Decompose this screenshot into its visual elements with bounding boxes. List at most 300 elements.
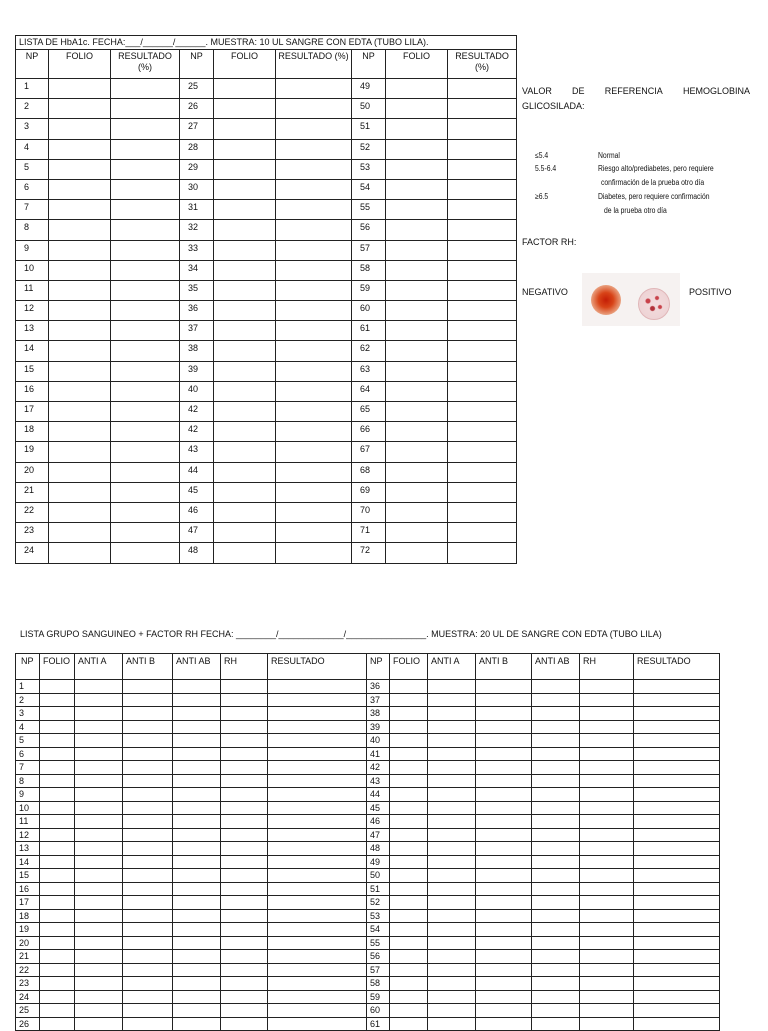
bloodgroup-entry-cell[interactable]: [580, 774, 634, 788]
hba1c-result-cell[interactable]: [448, 543, 517, 563]
bloodgroup-entry-cell[interactable]: [532, 801, 580, 815]
hba1c-folio-cell[interactable]: [49, 260, 111, 280]
bloodgroup-entry-cell[interactable]: [428, 788, 476, 802]
bloodgroup-entry-cell[interactable]: [580, 734, 634, 748]
bloodgroup-entry-cell[interactable]: [428, 801, 476, 815]
bloodgroup-entry-cell[interactable]: [75, 774, 123, 788]
bloodgroup-entry-cell[interactable]: [123, 896, 173, 910]
hba1c-folio-cell[interactable]: [386, 139, 448, 159]
hba1c-result-cell[interactable]: [448, 220, 517, 240]
bloodgroup-entry-cell[interactable]: [221, 680, 268, 694]
bloodgroup-entry-cell[interactable]: [532, 693, 580, 707]
bloodgroup-entry-cell[interactable]: [428, 936, 476, 950]
hba1c-folio-cell[interactable]: [386, 543, 448, 563]
hba1c-folio-cell[interactable]: [214, 240, 276, 260]
bloodgroup-entry-cell[interactable]: [40, 747, 75, 761]
bloodgroup-entry-cell[interactable]: [40, 1004, 75, 1018]
bloodgroup-entry-cell[interactable]: [221, 788, 268, 802]
bloodgroup-entry-cell[interactable]: [390, 761, 428, 775]
bloodgroup-entry-cell[interactable]: [123, 747, 173, 761]
bloodgroup-entry-cell[interactable]: [390, 909, 428, 923]
bloodgroup-entry-cell[interactable]: [221, 896, 268, 910]
hba1c-folio-cell[interactable]: [214, 99, 276, 119]
hba1c-folio-cell[interactable]: [214, 341, 276, 361]
hba1c-folio-cell[interactable]: [214, 79, 276, 99]
bloodgroup-entry-cell[interactable]: [173, 761, 221, 775]
bloodgroup-entry-cell[interactable]: [40, 990, 75, 1004]
hba1c-folio-cell[interactable]: [386, 321, 448, 341]
bloodgroup-entry-cell[interactable]: [123, 842, 173, 856]
bloodgroup-entry-cell[interactable]: [40, 707, 75, 721]
bloodgroup-entry-cell[interactable]: [123, 950, 173, 964]
bloodgroup-entry-cell[interactable]: [268, 882, 367, 896]
bloodgroup-entry-cell[interactable]: [173, 693, 221, 707]
bloodgroup-entry-cell[interactable]: [532, 855, 580, 869]
hba1c-folio-cell[interactable]: [214, 179, 276, 199]
bloodgroup-entry-cell[interactable]: [75, 882, 123, 896]
bloodgroup-entry-cell[interactable]: [428, 963, 476, 977]
hba1c-result-cell[interactable]: [448, 361, 517, 381]
bloodgroup-entry-cell[interactable]: [173, 842, 221, 856]
bloodgroup-entry-cell[interactable]: [390, 815, 428, 829]
bloodgroup-entry-cell[interactable]: [221, 923, 268, 937]
hba1c-folio-cell[interactable]: [49, 543, 111, 563]
hba1c-folio-cell[interactable]: [49, 442, 111, 462]
bloodgroup-entry-cell[interactable]: [428, 896, 476, 910]
hba1c-result-cell[interactable]: [276, 79, 352, 99]
hba1c-result-cell[interactable]: [276, 99, 352, 119]
bloodgroup-entry-cell[interactable]: [580, 720, 634, 734]
bloodgroup-entry-cell[interactable]: [390, 882, 428, 896]
bloodgroup-entry-cell[interactable]: [428, 747, 476, 761]
bloodgroup-entry-cell[interactable]: [532, 761, 580, 775]
hba1c-result-cell[interactable]: [111, 523, 180, 543]
bloodgroup-entry-cell[interactable]: [123, 869, 173, 883]
bloodgroup-entry-cell[interactable]: [476, 761, 532, 775]
bloodgroup-entry-cell[interactable]: [268, 896, 367, 910]
bloodgroup-entry-cell[interactable]: [428, 909, 476, 923]
bloodgroup-entry-cell[interactable]: [390, 923, 428, 937]
bloodgroup-entry-cell[interactable]: [634, 990, 720, 1004]
bloodgroup-entry-cell[interactable]: [390, 977, 428, 991]
bloodgroup-entry-cell[interactable]: [428, 977, 476, 991]
hba1c-result-cell[interactable]: [448, 462, 517, 482]
hba1c-result-cell[interactable]: [111, 442, 180, 462]
hba1c-folio-cell[interactable]: [49, 139, 111, 159]
bloodgroup-entry-cell[interactable]: [634, 734, 720, 748]
bloodgroup-entry-cell[interactable]: [580, 909, 634, 923]
hba1c-folio-cell[interactable]: [386, 523, 448, 543]
hba1c-folio-cell[interactable]: [49, 301, 111, 321]
bloodgroup-entry-cell[interactable]: [580, 747, 634, 761]
hba1c-folio-cell[interactable]: [386, 422, 448, 442]
hba1c-folio-cell[interactable]: [214, 502, 276, 522]
bloodgroup-entry-cell[interactable]: [40, 734, 75, 748]
bloodgroup-entry-cell[interactable]: [476, 855, 532, 869]
bloodgroup-entry-cell[interactable]: [75, 720, 123, 734]
bloodgroup-entry-cell[interactable]: [268, 963, 367, 977]
bloodgroup-entry-cell[interactable]: [173, 909, 221, 923]
bloodgroup-entry-cell[interactable]: [580, 950, 634, 964]
bloodgroup-entry-cell[interactable]: [580, 707, 634, 721]
bloodgroup-entry-cell[interactable]: [221, 707, 268, 721]
bloodgroup-entry-cell[interactable]: [634, 882, 720, 896]
bloodgroup-entry-cell[interactable]: [532, 963, 580, 977]
hba1c-folio-cell[interactable]: [214, 220, 276, 240]
hba1c-folio-cell[interactable]: [214, 402, 276, 422]
bloodgroup-entry-cell[interactable]: [221, 855, 268, 869]
bloodgroup-entry-cell[interactable]: [476, 680, 532, 694]
bloodgroup-entry-cell[interactable]: [634, 828, 720, 842]
hba1c-folio-cell[interactable]: [386, 280, 448, 300]
bloodgroup-entry-cell[interactable]: [123, 788, 173, 802]
bloodgroup-entry-cell[interactable]: [476, 788, 532, 802]
hba1c-folio-cell[interactable]: [49, 220, 111, 240]
bloodgroup-entry-cell[interactable]: [268, 842, 367, 856]
bloodgroup-entry-cell[interactable]: [268, 977, 367, 991]
hba1c-folio-cell[interactable]: [49, 159, 111, 179]
bloodgroup-entry-cell[interactable]: [390, 720, 428, 734]
bloodgroup-entry-cell[interactable]: [221, 815, 268, 829]
bloodgroup-entry-cell[interactable]: [268, 815, 367, 829]
bloodgroup-entry-cell[interactable]: [580, 801, 634, 815]
bloodgroup-entry-cell[interactable]: [428, 828, 476, 842]
bloodgroup-entry-cell[interactable]: [75, 801, 123, 815]
hba1c-folio-cell[interactable]: [49, 482, 111, 502]
hba1c-folio-cell[interactable]: [49, 422, 111, 442]
hba1c-folio-cell[interactable]: [214, 321, 276, 341]
bloodgroup-entry-cell[interactable]: [75, 909, 123, 923]
bloodgroup-entry-cell[interactable]: [428, 720, 476, 734]
hba1c-folio-cell[interactable]: [386, 99, 448, 119]
bloodgroup-entry-cell[interactable]: [634, 963, 720, 977]
bloodgroup-entry-cell[interactable]: [476, 828, 532, 842]
hba1c-result-cell[interactable]: [276, 341, 352, 361]
bloodgroup-entry-cell[interactable]: [75, 1004, 123, 1018]
hba1c-folio-cell[interactable]: [386, 79, 448, 99]
bloodgroup-entry-cell[interactable]: [40, 801, 75, 815]
bloodgroup-entry-cell[interactable]: [428, 950, 476, 964]
bloodgroup-entry-cell[interactable]: [75, 923, 123, 937]
hba1c-result-cell[interactable]: [111, 422, 180, 442]
bloodgroup-entry-cell[interactable]: [476, 801, 532, 815]
hba1c-result-cell[interactable]: [276, 523, 352, 543]
bloodgroup-entry-cell[interactable]: [173, 936, 221, 950]
bloodgroup-entry-cell[interactable]: [268, 801, 367, 815]
bloodgroup-entry-cell[interactable]: [476, 909, 532, 923]
bloodgroup-entry-cell[interactable]: [580, 828, 634, 842]
bloodgroup-entry-cell[interactable]: [390, 680, 428, 694]
bloodgroup-entry-cell[interactable]: [268, 1004, 367, 1018]
bloodgroup-entry-cell[interactable]: [221, 828, 268, 842]
bloodgroup-entry-cell[interactable]: [40, 693, 75, 707]
bloodgroup-entry-cell[interactable]: [390, 788, 428, 802]
bloodgroup-entry-cell[interactable]: [428, 869, 476, 883]
hba1c-folio-cell[interactable]: [49, 402, 111, 422]
hba1c-folio-cell[interactable]: [49, 99, 111, 119]
bloodgroup-entry-cell[interactable]: [221, 869, 268, 883]
bloodgroup-entry-cell[interactable]: [580, 936, 634, 950]
bloodgroup-entry-cell[interactable]: [221, 842, 268, 856]
bloodgroup-entry-cell[interactable]: [75, 707, 123, 721]
bloodgroup-entry-cell[interactable]: [123, 815, 173, 829]
hba1c-folio-cell[interactable]: [49, 179, 111, 199]
bloodgroup-entry-cell[interactable]: [173, 950, 221, 964]
bloodgroup-entry-cell[interactable]: [123, 855, 173, 869]
hba1c-result-cell[interactable]: [448, 260, 517, 280]
hba1c-folio-cell[interactable]: [386, 381, 448, 401]
bloodgroup-entry-cell[interactable]: [634, 1004, 720, 1018]
bloodgroup-entry-cell[interactable]: [476, 990, 532, 1004]
bloodgroup-entry-cell[interactable]: [221, 1004, 268, 1018]
hba1c-folio-cell[interactable]: [49, 502, 111, 522]
hba1c-result-cell[interactable]: [111, 462, 180, 482]
bloodgroup-entry-cell[interactable]: [532, 707, 580, 721]
bloodgroup-entry-cell[interactable]: [75, 815, 123, 829]
bloodgroup-entry-cell[interactable]: [428, 882, 476, 896]
hba1c-folio-cell[interactable]: [214, 159, 276, 179]
bloodgroup-entry-cell[interactable]: [634, 977, 720, 991]
hba1c-folio-cell[interactable]: [386, 159, 448, 179]
bloodgroup-entry-cell[interactable]: [75, 990, 123, 1004]
bloodgroup-entry-cell[interactable]: [390, 801, 428, 815]
bloodgroup-entry-cell[interactable]: [634, 869, 720, 883]
bloodgroup-entry-cell[interactable]: [123, 707, 173, 721]
hba1c-folio-cell[interactable]: [386, 482, 448, 502]
bloodgroup-entry-cell[interactable]: [476, 707, 532, 721]
bloodgroup-entry-cell[interactable]: [268, 747, 367, 761]
bloodgroup-entry-cell[interactable]: [634, 842, 720, 856]
bloodgroup-entry-cell[interactable]: [532, 990, 580, 1004]
bloodgroup-entry-cell[interactable]: [75, 828, 123, 842]
hba1c-result-cell[interactable]: [276, 179, 352, 199]
hba1c-folio-cell[interactable]: [49, 119, 111, 139]
hba1c-folio-cell[interactable]: [386, 119, 448, 139]
bloodgroup-entry-cell[interactable]: [40, 923, 75, 937]
bloodgroup-entry-cell[interactable]: [173, 680, 221, 694]
hba1c-result-cell[interactable]: [448, 119, 517, 139]
hba1c-result-cell[interactable]: [111, 79, 180, 99]
bloodgroup-entry-cell[interactable]: [634, 936, 720, 950]
hba1c-result-cell[interactable]: [276, 159, 352, 179]
bloodgroup-entry-cell[interactable]: [476, 1004, 532, 1018]
hba1c-folio-cell[interactable]: [386, 260, 448, 280]
bloodgroup-entry-cell[interactable]: [428, 774, 476, 788]
hba1c-result-cell[interactable]: [448, 179, 517, 199]
hba1c-result-cell[interactable]: [276, 280, 352, 300]
hba1c-result-cell[interactable]: [448, 139, 517, 159]
hba1c-folio-cell[interactable]: [386, 462, 448, 482]
bloodgroup-entry-cell[interactable]: [173, 828, 221, 842]
hba1c-folio-cell[interactable]: [214, 442, 276, 462]
hba1c-folio-cell[interactable]: [49, 381, 111, 401]
bloodgroup-entry-cell[interactable]: [173, 747, 221, 761]
bloodgroup-entry-cell[interactable]: [75, 963, 123, 977]
bloodgroup-entry-cell[interactable]: [428, 842, 476, 856]
bloodgroup-entry-cell[interactable]: [476, 977, 532, 991]
hba1c-result-cell[interactable]: [276, 200, 352, 220]
bloodgroup-entry-cell[interactable]: [268, 693, 367, 707]
bloodgroup-entry-cell[interactable]: [390, 869, 428, 883]
bloodgroup-entry-cell[interactable]: [476, 815, 532, 829]
bloodgroup-entry-cell[interactable]: [40, 909, 75, 923]
hba1c-folio-cell[interactable]: [49, 321, 111, 341]
bloodgroup-entry-cell[interactable]: [532, 882, 580, 896]
hba1c-folio-cell[interactable]: [214, 462, 276, 482]
bloodgroup-entry-cell[interactable]: [476, 896, 532, 910]
bloodgroup-entry-cell[interactable]: [634, 774, 720, 788]
hba1c-folio-cell[interactable]: [386, 341, 448, 361]
hba1c-result-cell[interactable]: [448, 402, 517, 422]
bloodgroup-entry-cell[interactable]: [580, 1004, 634, 1018]
hba1c-folio-cell[interactable]: [49, 341, 111, 361]
bloodgroup-entry-cell[interactable]: [40, 842, 75, 856]
bloodgroup-entry-cell[interactable]: [580, 882, 634, 896]
bloodgroup-entry-cell[interactable]: [268, 774, 367, 788]
bloodgroup-entry-cell[interactable]: [40, 896, 75, 910]
bloodgroup-entry-cell[interactable]: [532, 950, 580, 964]
bloodgroup-entry-cell[interactable]: [634, 693, 720, 707]
bloodgroup-entry-cell[interactable]: [221, 801, 268, 815]
bloodgroup-entry-cell[interactable]: [532, 828, 580, 842]
hba1c-result-cell[interactable]: [276, 442, 352, 462]
bloodgroup-entry-cell[interactable]: [173, 963, 221, 977]
hba1c-folio-cell[interactable]: [214, 139, 276, 159]
bloodgroup-entry-cell[interactable]: [428, 707, 476, 721]
bloodgroup-entry-cell[interactable]: [634, 950, 720, 964]
bloodgroup-entry-cell[interactable]: [123, 734, 173, 748]
bloodgroup-entry-cell[interactable]: [40, 680, 75, 694]
bloodgroup-entry-cell[interactable]: [580, 977, 634, 991]
hba1c-folio-cell[interactable]: [386, 442, 448, 462]
hba1c-result-cell[interactable]: [448, 482, 517, 502]
bloodgroup-entry-cell[interactable]: [40, 855, 75, 869]
hba1c-result-cell[interactable]: [111, 280, 180, 300]
hba1c-result-cell[interactable]: [111, 260, 180, 280]
hba1c-result-cell[interactable]: [276, 462, 352, 482]
hba1c-result-cell[interactable]: [448, 200, 517, 220]
bloodgroup-entry-cell[interactable]: [123, 977, 173, 991]
bloodgroup-entry-cell[interactable]: [221, 734, 268, 748]
bloodgroup-entry-cell[interactable]: [40, 869, 75, 883]
hba1c-folio-cell[interactable]: [214, 381, 276, 401]
bloodgroup-entry-cell[interactable]: [580, 788, 634, 802]
hba1c-result-cell[interactable]: [448, 502, 517, 522]
bloodgroup-entry-cell[interactable]: [268, 869, 367, 883]
hba1c-folio-cell[interactable]: [49, 462, 111, 482]
hba1c-result-cell[interactable]: [448, 99, 517, 119]
bloodgroup-entry-cell[interactable]: [221, 950, 268, 964]
hba1c-result-cell[interactable]: [448, 321, 517, 341]
hba1c-folio-cell[interactable]: [49, 280, 111, 300]
bloodgroup-entry-cell[interactable]: [476, 869, 532, 883]
bloodgroup-entry-cell[interactable]: [123, 936, 173, 950]
hba1c-result-cell[interactable]: [448, 381, 517, 401]
hba1c-result-cell[interactable]: [276, 220, 352, 240]
bloodgroup-entry-cell[interactable]: [634, 855, 720, 869]
bloodgroup-entry-cell[interactable]: [476, 963, 532, 977]
hba1c-result-cell[interactable]: [276, 361, 352, 381]
bloodgroup-entry-cell[interactable]: [428, 693, 476, 707]
bloodgroup-entry-cell[interactable]: [221, 936, 268, 950]
hba1c-folio-cell[interactable]: [214, 482, 276, 502]
bloodgroup-entry-cell[interactable]: [40, 761, 75, 775]
bloodgroup-entry-cell[interactable]: [221, 990, 268, 1004]
bloodgroup-entry-cell[interactable]: [634, 815, 720, 829]
hba1c-folio-cell[interactable]: [49, 79, 111, 99]
bloodgroup-entry-cell[interactable]: [268, 788, 367, 802]
bloodgroup-entry-cell[interactable]: [173, 707, 221, 721]
hba1c-result-cell[interactable]: [448, 523, 517, 543]
bloodgroup-entry-cell[interactable]: [173, 990, 221, 1004]
hba1c-result-cell[interactable]: [448, 341, 517, 361]
bloodgroup-entry-cell[interactable]: [580, 842, 634, 856]
bloodgroup-entry-cell[interactable]: [268, 950, 367, 964]
bloodgroup-entry-cell[interactable]: [634, 720, 720, 734]
bloodgroup-entry-cell[interactable]: [40, 963, 75, 977]
hba1c-folio-cell[interactable]: [49, 361, 111, 381]
bloodgroup-entry-cell[interactable]: [221, 909, 268, 923]
bloodgroup-entry-cell[interactable]: [268, 734, 367, 748]
bloodgroup-entry-cell[interactable]: [268, 680, 367, 694]
bloodgroup-entry-cell[interactable]: [75, 693, 123, 707]
bloodgroup-entry-cell[interactable]: [634, 680, 720, 694]
bloodgroup-entry-cell[interactable]: [221, 693, 268, 707]
hba1c-folio-cell[interactable]: [214, 260, 276, 280]
hba1c-folio-cell[interactable]: [49, 240, 111, 260]
hba1c-folio-cell[interactable]: [49, 200, 111, 220]
hba1c-result-cell[interactable]: [448, 422, 517, 442]
hba1c-result-cell[interactable]: [111, 119, 180, 139]
bloodgroup-entry-cell[interactable]: [268, 707, 367, 721]
hba1c-folio-cell[interactable]: [386, 200, 448, 220]
bloodgroup-entry-cell[interactable]: [476, 734, 532, 748]
bloodgroup-entry-cell[interactable]: [532, 774, 580, 788]
hba1c-result-cell[interactable]: [276, 240, 352, 260]
hba1c-result-cell[interactable]: [111, 502, 180, 522]
hba1c-result-cell[interactable]: [111, 220, 180, 240]
hba1c-folio-cell[interactable]: [49, 523, 111, 543]
bloodgroup-entry-cell[interactable]: [580, 693, 634, 707]
bloodgroup-entry-cell[interactable]: [75, 747, 123, 761]
bloodgroup-entry-cell[interactable]: [476, 747, 532, 761]
bloodgroup-entry-cell[interactable]: [390, 855, 428, 869]
bloodgroup-entry-cell[interactable]: [40, 788, 75, 802]
bloodgroup-entry-cell[interactable]: [532, 788, 580, 802]
hba1c-folio-cell[interactable]: [214, 119, 276, 139]
bloodgroup-entry-cell[interactable]: [173, 923, 221, 937]
hba1c-folio-cell[interactable]: [214, 200, 276, 220]
bloodgroup-entry-cell[interactable]: [532, 720, 580, 734]
bloodgroup-entry-cell[interactable]: [390, 774, 428, 788]
bloodgroup-entry-cell[interactable]: [123, 720, 173, 734]
bloodgroup-entry-cell[interactable]: [123, 680, 173, 694]
bloodgroup-entry-cell[interactable]: [75, 977, 123, 991]
bloodgroup-entry-cell[interactable]: [173, 1004, 221, 1018]
bloodgroup-entry-cell[interactable]: [634, 801, 720, 815]
bloodgroup-entry-cell[interactable]: [75, 734, 123, 748]
bloodgroup-entry-cell[interactable]: [428, 734, 476, 748]
bloodgroup-entry-cell[interactable]: [428, 923, 476, 937]
hba1c-result-cell[interactable]: [111, 543, 180, 563]
bloodgroup-entry-cell[interactable]: [580, 923, 634, 937]
bloodgroup-entry-cell[interactable]: [268, 720, 367, 734]
hba1c-result-cell[interactable]: [276, 119, 352, 139]
bloodgroup-entry-cell[interactable]: [390, 896, 428, 910]
bloodgroup-entry-cell[interactable]: [75, 869, 123, 883]
bloodgroup-entry-cell[interactable]: [580, 963, 634, 977]
hba1c-folio-cell[interactable]: [386, 220, 448, 240]
